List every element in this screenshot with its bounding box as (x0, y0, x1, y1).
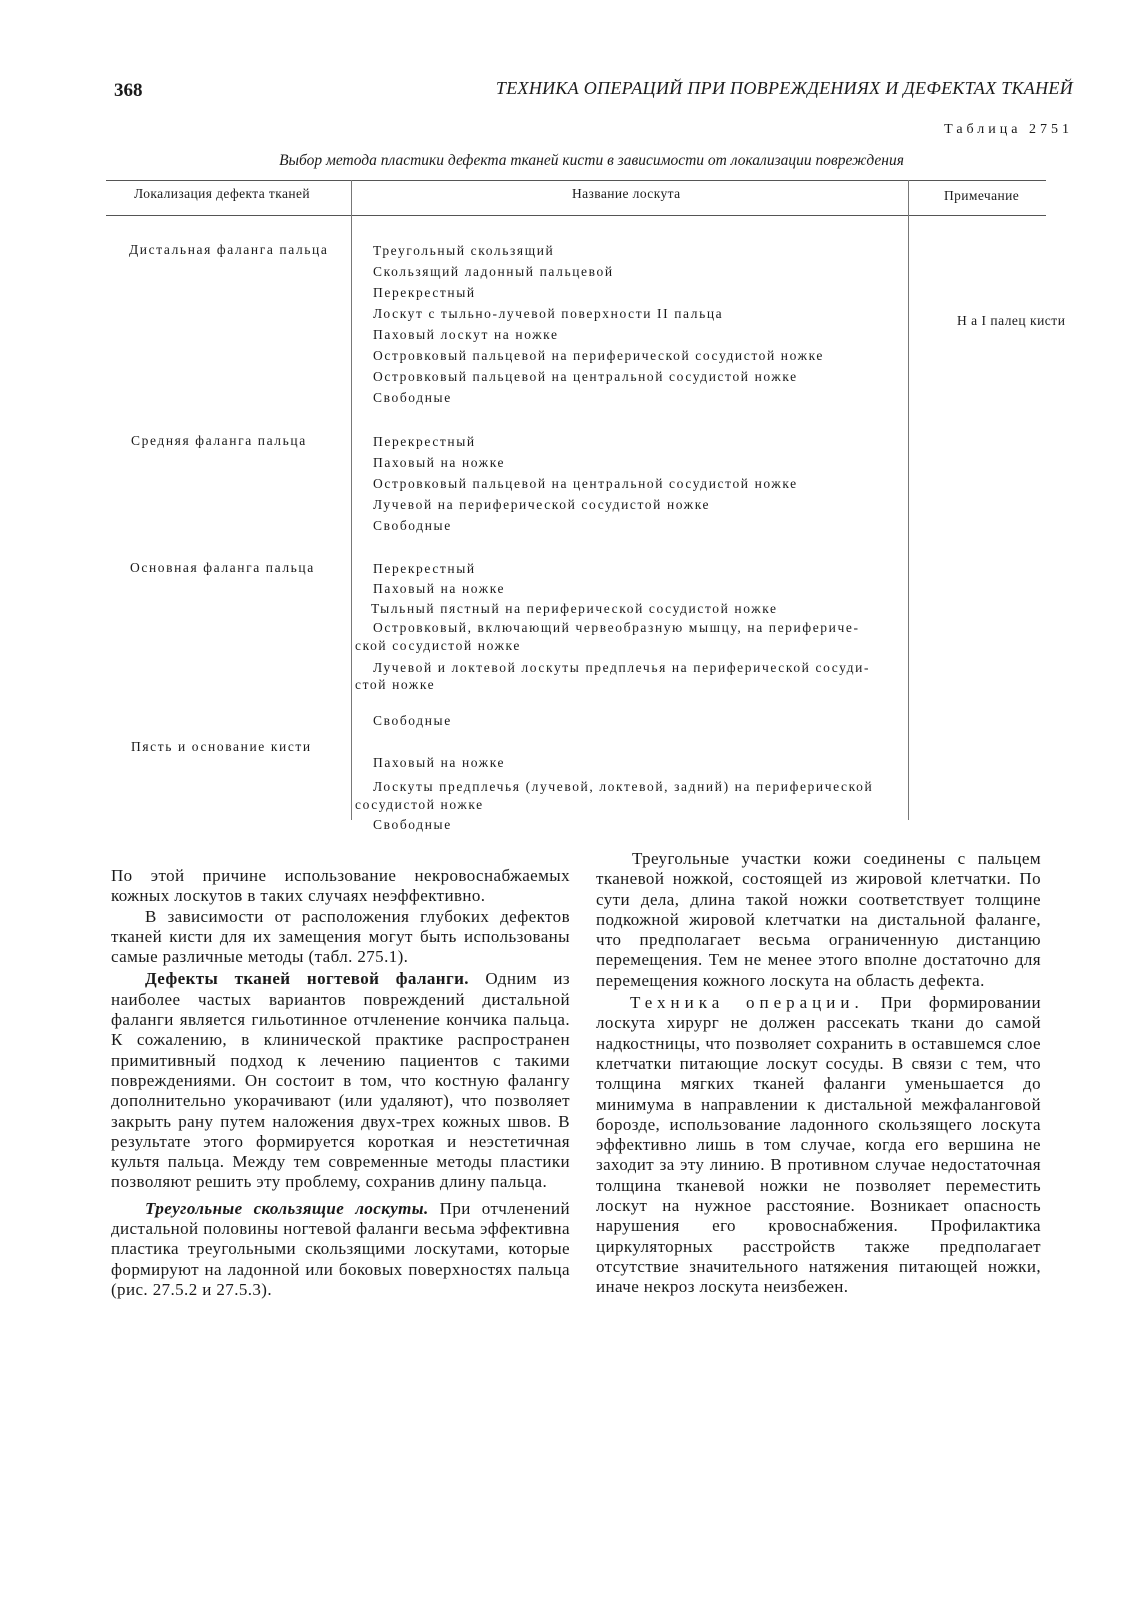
section-heading: Треугольные скользящие лоскуты. (145, 1198, 429, 1218)
paragraph (111, 969, 570, 1192)
flap-item: Паховый на ножке (373, 755, 506, 770)
paragraph-text: При отчленений дистальной половины ногтевой фаланги весьма эффективна пластика треугольными скользящими лоскутами, которые формируют на ладонной или боковых поверхностях пальца (рис. 27.5.2 и 27.5.3). (111, 1198, 570, 1299)
paragraph: По этой причине использование некровоснабжаемых кожных лоскутов в таких случаях неэффективно. (111, 866, 570, 906)
section-heading: Техника операции. (630, 993, 864, 1013)
paragraph: Треугольные участки кожи соединены с пальцем тканевой ножкой, состоящей из жировой клетчатки. По сути дела, длина такой ножки соответствует толщине подкожной жировой клетчатки на дистальной фаланге, что предполагает весьма ограниченную дистанцию перемещения. Тем не менее этого вполне достаточно для перемещения кожного лоскута на область дефекта. (596, 849, 1041, 990)
flap-item: сосудистой ножке (355, 797, 484, 812)
flap-item: Паховый лоскут на ножке (373, 327, 559, 342)
flap-item: Свободные (373, 518, 452, 533)
column-header-location: Локализация дефекта тканей (134, 186, 311, 201)
column-header-note: Примечание (944, 188, 1020, 203)
flap-item: стой ножке (355, 677, 436, 692)
flap-item: Тыльный пястный на периферической сосудистой ножке (371, 601, 778, 616)
section-heading: Дефекты тканей ногтевой фаланги. (145, 969, 469, 989)
table-caption: Выбор метода пластики дефекта тканей кисти в зависимости от локализации повреждения (279, 152, 904, 169)
paragraph-text: Одним из наиболее частых вариантов повреждений дистальной фаланги является гильотинное отчленение кончика пальца. К сожалению, в клинической практике распространен примитивный подход к лечению пациентов с такими повреждениями. Он состоит в том, что костную фалангу дополнительно укорачивают (или удаляют), что позволяет закрыть рану путем наложения двух-трех кожных швов. В результате этого формируется короткая и неэстетичная культя пальца. Между тем современные методы пластики позволяют решить эту проблему, сохранив длину пальца. (111, 969, 570, 1192)
flap-item: Лоскут с тыльно-лучевой поверхности II пальца (373, 306, 724, 321)
flap-item: Паховый на ножке (373, 581, 506, 596)
flap-item: Скользящий ладонный пальцевой (373, 264, 614, 279)
flap-item: Островковый пальцевой на центральной сосудистой ножке (373, 476, 798, 491)
paragraph (111, 1199, 570, 1300)
table-header-rule (106, 215, 1046, 216)
location-cell: Пясть и основание кисти (131, 739, 312, 754)
table-top-rule (106, 180, 1046, 181)
note-cell: Н а I палец кисти (957, 313, 1066, 328)
flap-item: Свободные (373, 817, 452, 832)
table-column-divider-1 (351, 180, 352, 820)
flap-item: Перекрестный (373, 561, 476, 576)
flap-item: Паховый на ножке (373, 455, 506, 470)
running-title: ТЕХНИКА ОПЕРАЦИЙ ПРИ ПОВРЕЖДЕНИЯХ И ДЕФЕКТАХ ТКАНЕЙ (495, 78, 1073, 98)
table-number: Таблица 2751 (944, 122, 1073, 137)
flap-item: Свободные (373, 713, 452, 728)
paragraph-text: При формировании лоскута хирург не должен рассекать ткани до самой надкостницы, что позволяет сохранить в оставшемся слое клетчатки питающие лоскут сосуды. В связи с тем, что толщина мягких тканей фаланги уменьшается до минимума в направлении к дистальной межфаланговой борозде, использование ладонного скользящего лоскута эффективно лишь в том случае, когда его вершина не заходит за эту линию. В противном случае недостаточная толщина тканевой ножки не позволяет переместить лоскут на нужное расстояние. Возникает опасность нарушения его кровоснабжения. Профилактика циркуляторных расстройств также предполагает отсутствие значительного натяжения питающей ножки, иначе некроз лоскута неизбежен. (596, 993, 1041, 1297)
paragraph (596, 993, 1041, 1297)
page-number: 368 (114, 80, 143, 101)
flap-item: Перекрестный (373, 434, 476, 449)
column-header-flap-name: Название лоскута (572, 186, 681, 201)
flap-item: Лучевой на периферической сосудистой ножке (373, 497, 711, 512)
flap-item: Островковый пальцевой на центральной сосудистой ножке (373, 369, 798, 384)
flap-item: Лоскуты предплечья (лучевой, локтевой, задний) на периферической (373, 779, 874, 794)
flap-item: Перекрестный (373, 285, 476, 300)
flap-item: Островковый, включающий червеобразную мышцу, на перифериче- (373, 620, 860, 635)
flap-item: Островковый пальцевой на периферической сосудистой ножке (373, 348, 824, 363)
flap-item: ской сосудистой ножке (355, 638, 521, 653)
location-cell: Дистальная фаланга пальца (129, 242, 329, 257)
table-column-divider-2 (908, 180, 909, 820)
paragraph: В зависимости от расположения глубоких дефектов тканей кисти для их замещения могут быть использованы самые различные методы (табл. 275.1). (111, 906, 570, 967)
flap-item: Свободные (373, 390, 452, 405)
location-cell: Средняя фаланга пальца (131, 433, 307, 448)
flap-item: Лучевой и локтевой лоскуты предплечья на периферической сосуди- (373, 660, 871, 675)
right-text-column (596, 849, 1041, 1298)
left-text-column (111, 866, 570, 1300)
flap-item: Треугольный скользящий (373, 243, 555, 258)
location-cell: Основная фаланга пальца (130, 560, 315, 575)
